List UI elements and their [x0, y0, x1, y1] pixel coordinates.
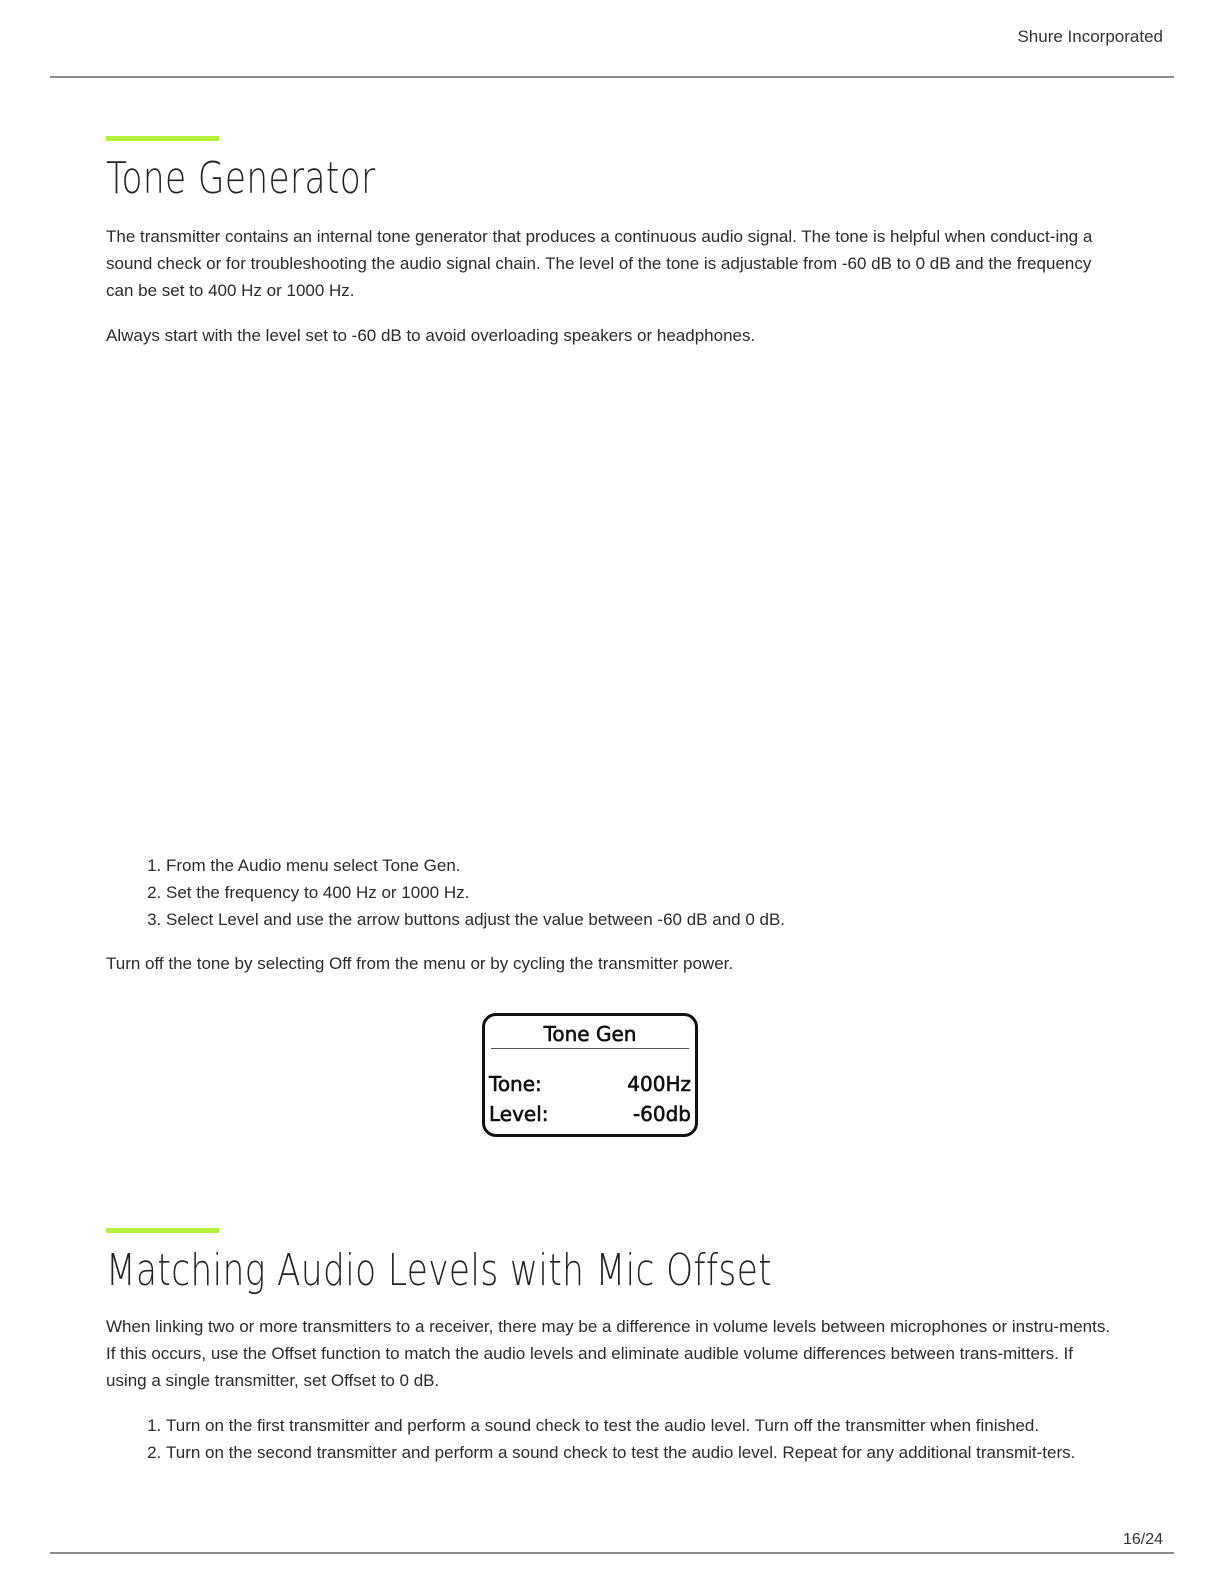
list-item: 2. Set the frequency to 400 Hz or 1000 Hz.	[166, 879, 1118, 906]
display-level-label: Level:	[489, 1102, 549, 1126]
mic-offset-section	[106, 1228, 1118, 1466]
display-level-value: -60db	[632, 1102, 691, 1126]
list-item: 1. From the Audio menu select Tone Gen.	[166, 852, 1118, 879]
page-number: 16/24	[1122, 1531, 1163, 1548]
tone-generator-steps	[106, 852, 1118, 933]
tone-generator-off-note: Turn off the tone by selecting Off from the menu or by cycling the transmitter power.	[106, 954, 734, 973]
display-tone-value: 400Hz	[627, 1072, 691, 1096]
tone-generator-section	[106, 136, 1118, 349]
mic-offset-intro: When linking two or more transmitters to a receiver, there may be a difference in volume levels between microphones or instru-ments. If this occurs, use the Offset function to match the audio levels and eliminate audible volume differences between trans-mitters. If using a single transmitter, set Offset to 0 dB.	[106, 1317, 1111, 1390]
page-header-company: Shure Incorporated	[1017, 27, 1163, 46]
mic-offset-steps	[106, 1412, 1118, 1466]
tone-generator-steps-section	[106, 852, 1118, 977]
display-title: Tone Gen	[543, 1022, 637, 1046]
header-rule	[50, 76, 1174, 78]
footer-rule	[50, 1552, 1174, 1554]
list-item: 1. Turn on the first transmitter and perform a sound check to test the audio level. Turn off the transmitter when finished.	[166, 1412, 1118, 1439]
tone-generator-intro: The transmitter contains an internal tone generator that produces a continuous audio signal. The tone is helpful when conduct-ing a sound check or for troubleshooting the audio signal chain. The level of the tone is adjustable from -60 dB to 0 dB and the frequency can be set to 400 Hz or 1000 Hz.	[106, 227, 1093, 300]
display-divider	[491, 1048, 689, 1049]
tone-gen-display	[482, 1013, 698, 1137]
section-accent-bar	[106, 1228, 219, 1233]
list-item: 2. Turn on the second transmitter and perform a sound check to test the audio level. Repeat for any additional transmit-ters.	[166, 1439, 1118, 1466]
section-accent-bar	[106, 136, 219, 141]
display-level-row	[489, 1102, 691, 1126]
tone-generator-heading: Tone Generator	[106, 153, 376, 204]
mic-offset-heading: Matching Audio Levels with Mic Offset	[106, 1245, 773, 1296]
tone-generator-warning: Always start with the level set to -60 dB to avoid overloading speakers or headphones.	[106, 326, 756, 345]
display-tone-label: Tone:	[489, 1072, 542, 1096]
list-item: 3. Select Level and use the arrow buttons adjust the value between -60 dB and 0 dB.	[166, 906, 1118, 933]
display-tone-row	[489, 1072, 691, 1096]
